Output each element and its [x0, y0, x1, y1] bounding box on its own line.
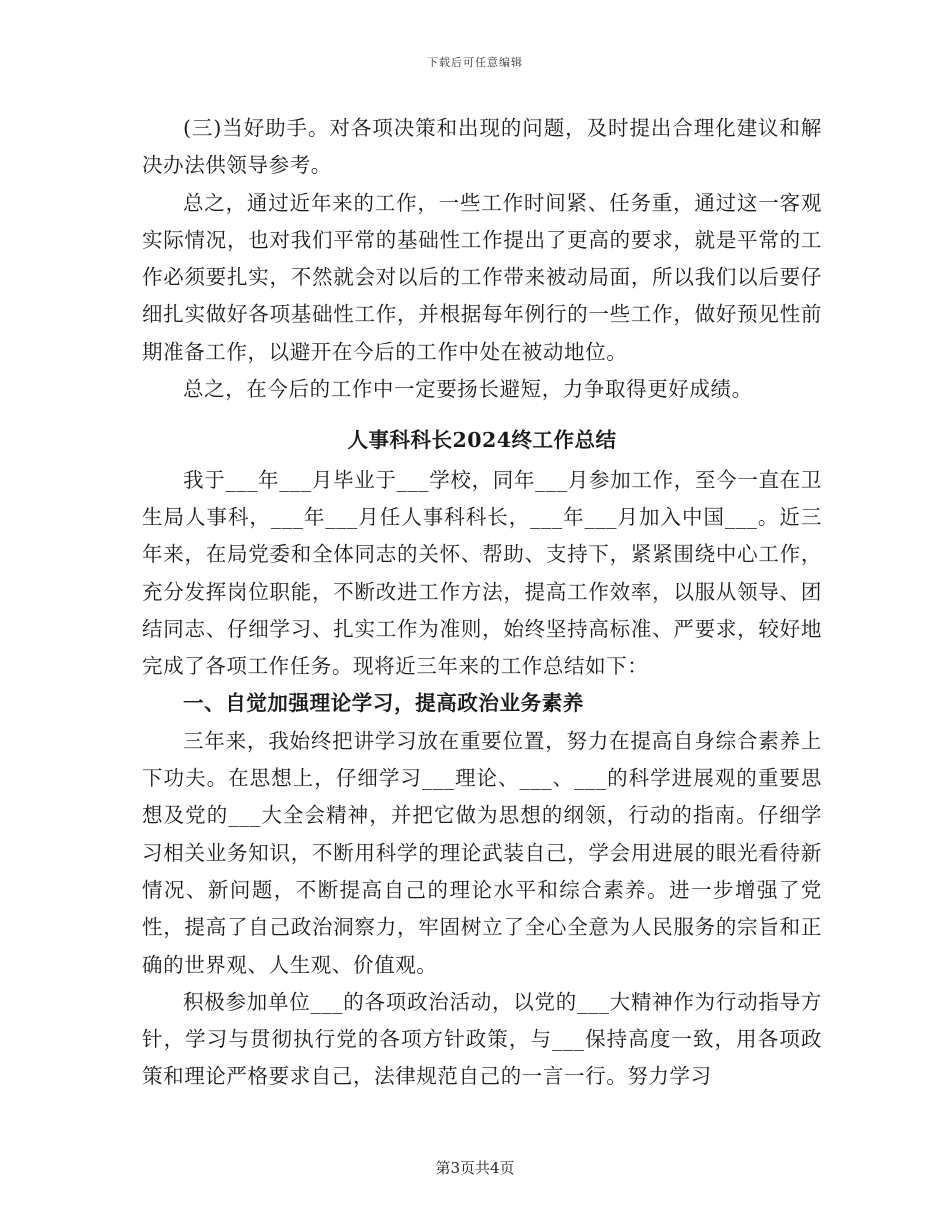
- document-body: [142, 110, 822, 1096]
- paragraph-introduction: 我于___年___月毕业于___学校，同年___月参加工作，至今一直在卫生局人事科，___年___月任人事科科长，___年___月加入中国___。近三年来，在局党委和全体同志的关怀、帮助、支持下，紧紧围绕中心工作，充分发挥岗位职能，不断改进工作方法，提高工作效率，以服从领导、团结同志、仔细学习、扎实工作为准则，始终坚持高标准、严要求，较好地完成了各项工作任务。现将近三年来的工作总结如下：: [142, 467, 822, 679]
- section-heading-theory-study: 一、自觉加强理论学习，提高政治业务素养: [183, 691, 584, 716]
- download-note: 下载后可任意编辑: [427, 56, 523, 69]
- paragraph-political-activities: 积极参加单位___的各项政治活动，以党的___大精神作为行动指导方针，学习与贯彻执行党的各项方针政策，与___保持高度一致，用各项政策和理论严格要求自己，法律规范自己的一言一行。努力学习: [142, 989, 822, 1089]
- document-title: 人事科科长2024终工作总结: [347, 428, 617, 453]
- paragraph-conclusion: 总之，在今后的工作中一定要扬长避短，力争取得更好成绩。: [183, 377, 753, 402]
- page-number: 第3页共4页: [435, 1159, 515, 1177]
- paragraph-summary: 总之，通过近年来的工作，一些工作时间紧、任务重，通过这一客观实际情况，也对我们平常的基础性工作提出了更高的要求，就是平常的工作必须要扎实，不然就会对以后的工作带来被动局面，所以我们以后要仔细扎实做好各项基础性工作，并根据每年例行的一些工作，做好预见性前期准备工作，以避开在今后的工作中处在被动地位。: [142, 190, 822, 364]
- paragraph-assistant-role: (三)当好助手。对各项决策和出现的问题，及时提出合理化建议和解决办法供领导参考。: [142, 116, 822, 178]
- paragraph-study: 三年来，我始终把讲学习放在重要位置，努力在提高自身综合素养上下功夫。在思想上，仔细学习___理论、___、___的科学进展观的重要思想及党的___大全会精神，并把它做为思想的纲领，行动的指南。仔细学习相关业务知识，不断用科学的理论武装自己，学会用进展的眼光看待新情况、新问题，不断提高自己的理论水平和综合素养。进一步增强了党性，提高了自己政治洞察力，牢固树立了全心全意为人民服务的宗旨和正确的世界观、人生观、价值观。: [142, 728, 822, 977]
